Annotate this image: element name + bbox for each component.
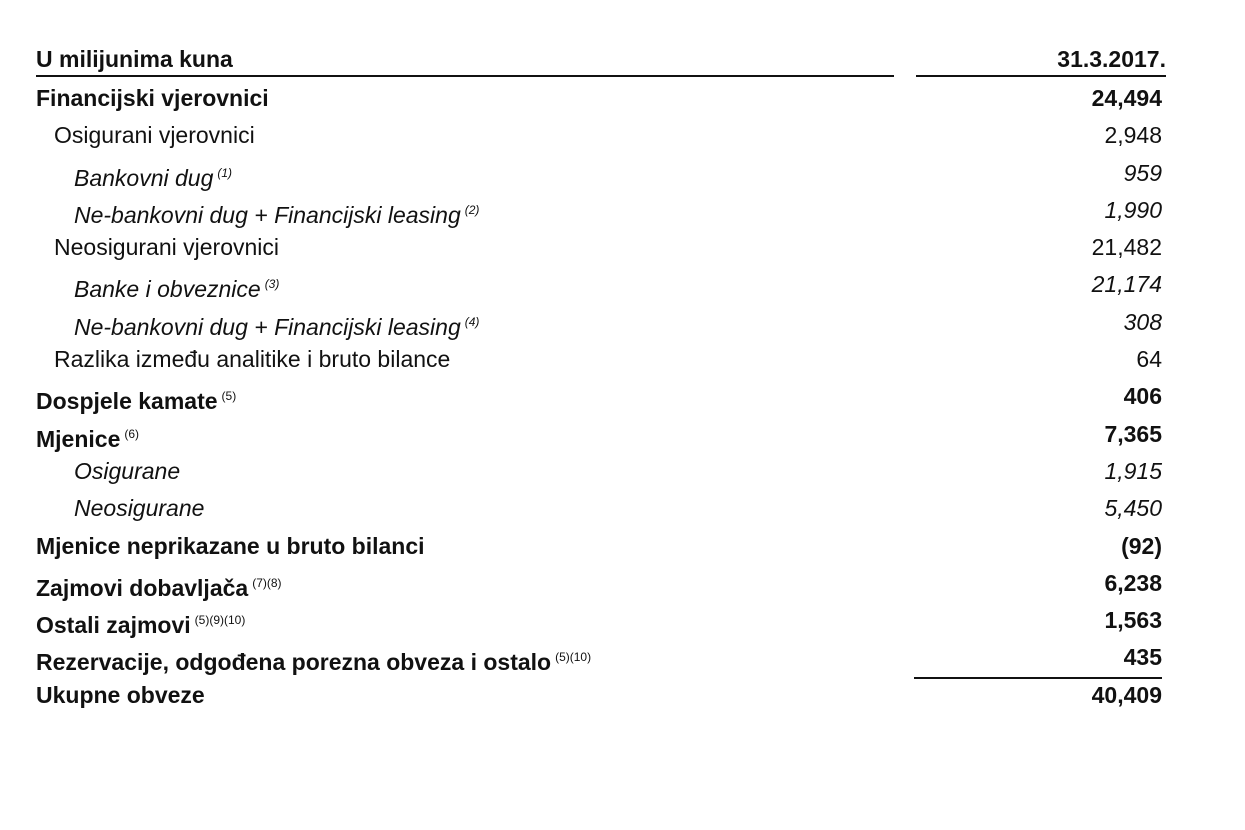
table-row <box>36 266 1162 303</box>
row-value: 1,915 <box>1104 457 1162 484</box>
table-header <box>36 44 1166 78</box>
row-label: Mjenice $^{(6)}$ <box>36 425 140 452</box>
row-value: 959 <box>1123 159 1162 186</box>
table-row <box>36 155 1162 192</box>
row-value: 21,174 <box>1091 271 1162 298</box>
unit-label: U milijunima kuna <box>36 44 894 77</box>
footnote-ref: (2) <box>464 202 480 217</box>
table-body <box>36 80 1162 714</box>
row-value: 1,563 <box>1104 607 1162 634</box>
row-label: Ne-bankovni dug + Financijski leasing $^{(2)}$ <box>74 201 480 228</box>
total-row <box>36 677 1162 714</box>
date-header: 31.3.2017. <box>916 44 1166 77</box>
table-row <box>36 117 1162 154</box>
footnote-ref: (5) <box>221 389 237 404</box>
row-label: Financijski vjerovnici <box>36 85 269 111</box>
footnote-ref: (5)(10) <box>555 650 592 665</box>
table-row <box>36 453 1162 490</box>
footnote-ref: (4) <box>464 314 480 329</box>
row-value: 24,494 <box>1091 85 1162 111</box>
row-value: 40,409 <box>1091 681 1162 708</box>
footnote-ref: (6) <box>124 426 140 441</box>
row-label: Zajmovi dobavljača $^{(7)(8)}$ <box>36 574 282 601</box>
row-label: Neosigurane <box>74 495 205 522</box>
row-value: 1,990 <box>1104 196 1162 223</box>
row-value: 5,450 <box>1104 495 1162 522</box>
row-label: Razlika između analitike i bruto bilance <box>54 346 451 373</box>
table-row <box>36 528 1162 565</box>
row-label: Banke i obveznice $^{(3)}$ <box>74 276 280 303</box>
row-value: 406 <box>1123 383 1162 410</box>
row-value: 7,365 <box>1104 420 1162 447</box>
table-row <box>36 416 1162 453</box>
table-row <box>36 378 1162 415</box>
row-label: Ukupne obveze <box>36 681 205 708</box>
row-value: 6,238 <box>1104 569 1162 596</box>
row-value: 435 <box>1123 644 1162 671</box>
table-row <box>36 192 1162 229</box>
row-value: 64 <box>1136 346 1162 373</box>
table-row <box>36 602 1162 639</box>
row-label: Mjenice neprikazane u bruto bilanci <box>36 532 425 559</box>
row-label: Dospjele kamate $^{(5)}$ <box>36 388 237 415</box>
row-value: 308 <box>1123 308 1162 335</box>
table-row <box>36 341 1162 378</box>
table-row <box>36 565 1162 602</box>
row-label: Rezervacije, odgođena porezna obveza i ostalo $^{(5)(10)}$ <box>36 649 592 676</box>
row-label: Ne-bankovni dug + Financijski leasing $^{(4)}$ <box>74 313 480 340</box>
table-row <box>36 490 1162 527</box>
table-row <box>36 639 1162 676</box>
row-label: Neosigurani vjerovnici <box>54 234 279 261</box>
row-label: Ostali zajmovi $^{(5)(9)(10)}$ <box>36 612 246 639</box>
row-label: Osigurane <box>74 457 181 484</box>
footnote-ref: (5)(9)(10) <box>194 613 246 628</box>
row-label: Bankovni dug $^{(1)}$ <box>74 164 233 191</box>
footnote-ref: (7)(8) <box>252 575 282 590</box>
table-row <box>36 80 1162 117</box>
footnote-ref: (3) <box>264 277 280 292</box>
table-row <box>36 304 1162 341</box>
row-value: (92) <box>1121 532 1162 559</box>
row-value: 2,948 <box>1104 122 1162 149</box>
table-row <box>36 229 1162 266</box>
row-label: Osigurani vjerovnici <box>54 122 255 149</box>
row-value: 21,482 <box>1091 234 1162 261</box>
footnote-ref: (1) <box>217 165 233 180</box>
